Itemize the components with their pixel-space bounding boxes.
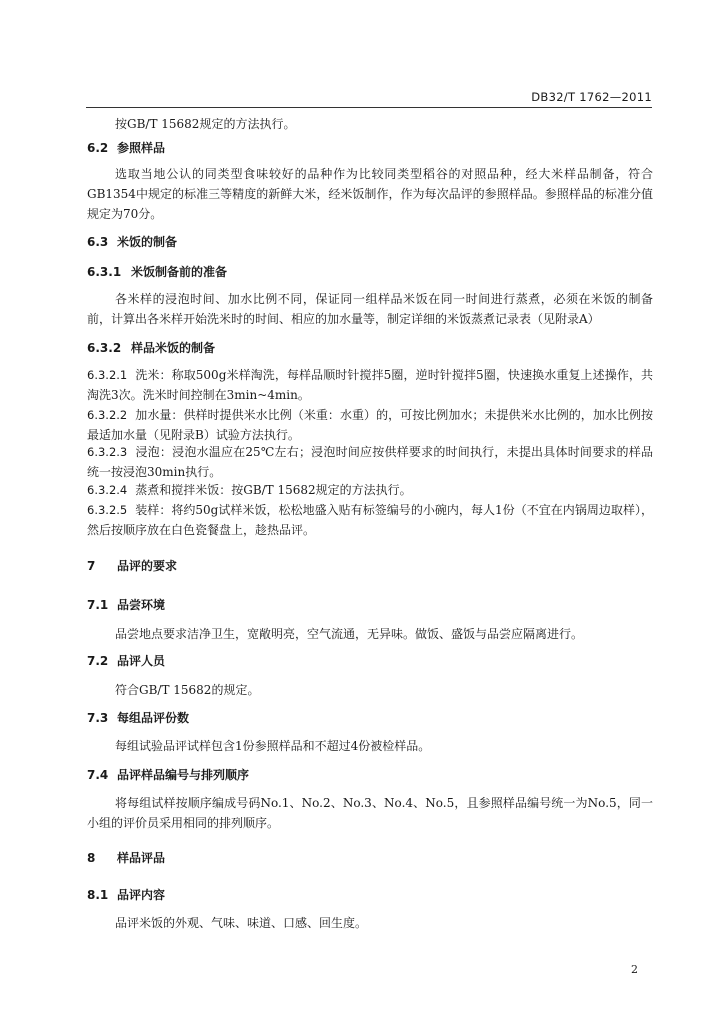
heading-7-2 xyxy=(87,651,653,671)
heading-6-2 xyxy=(87,138,653,158)
clause-6-3-2-5 xyxy=(87,500,653,540)
heading-7-4 xyxy=(87,765,653,785)
heading-8-1 xyxy=(87,885,653,905)
paragraph-7-3: 每组试验品评试样包含1份参照样品和不超过4份被检样品。 xyxy=(115,739,431,753)
paragraph-7-2: 符合GB/T 15682的规定。 xyxy=(115,683,260,697)
heading-number: 7.2 xyxy=(87,654,109,668)
paragraph-6-2: 选取当地公认的同类型食味较好的品种作为比较同类型稻谷的对照品种，经大米样品制备，符合GB1354中规定的标准三等精度的新鲜大米，经米饭制作，作为每次品评的参照样品。参照样品的标准分值规定为70分。 xyxy=(87,167,653,221)
heading-title: 米饭的制备 xyxy=(117,235,178,249)
heading-6-3-2 xyxy=(87,338,653,358)
heading-title: 参照样品 xyxy=(117,141,166,155)
clause-6-3-2-3 xyxy=(87,442,653,482)
page-number: 2 xyxy=(631,963,638,976)
heading-title: 品评样品编号与排列顺序 xyxy=(117,768,250,782)
heading-title: 米饭制备前的准备 xyxy=(131,265,228,279)
paragraph-7-4: 将每组试样按顺序编成号码No.1、No.2、No.3、No.4、No.5，且参照样品编号统一为No.5，同一小组的评价员采用相同的排列顺序。 xyxy=(87,796,653,830)
heading-title: 每组品评份数 xyxy=(117,711,190,725)
heading-6-3-1 xyxy=(87,262,653,282)
clause-6-3-2-2 xyxy=(87,405,653,445)
document-code: DB32/T 1762—2011 xyxy=(531,90,652,104)
heading-6-3 xyxy=(87,232,653,252)
header-rule xyxy=(86,107,652,108)
clause-number: 6.3.2.3 xyxy=(87,445,128,459)
heading-number: 8 xyxy=(87,851,96,865)
heading-title: 品评的要求 xyxy=(117,559,178,573)
paragraph-6-3-1: 各米样的浸泡时间、加水比例不同，保证同一组样品米饭在同一时间进行蒸煮，必须在米饭的制备前，计算出各米样开始洗米时的时间、相应的加水量等，制定详细的米饭蒸煮记录表（见附录A） xyxy=(87,292,653,326)
clause-text: 洗米：称取500g米样淘洗，每样品顺时针搅拌5圈，逆时针搅拌5圈，快速换水重复上述操作，共淘洗3次。洗米时间控制在3min~4min。 xyxy=(87,368,653,402)
heading-7-3 xyxy=(87,708,653,728)
clause-6-3-2-4 xyxy=(87,480,653,500)
heading-number: 7.4 xyxy=(87,768,109,782)
heading-7-1 xyxy=(87,595,653,615)
clause-text: 装样：将约50g试样米饭，松松地盛入贴有标签编号的小碗内，每人1份（不宜在内锅周边取样），然后按顺序放在白色瓷餐盘上，趁热品评。 xyxy=(87,503,653,537)
heading-title: 品尝环境 xyxy=(117,598,166,612)
heading-8 xyxy=(87,848,653,868)
heading-title: 样品米饭的制备 xyxy=(131,341,216,355)
paragraph-7-1: 品尝地点要求洁净卫生，宽敞明亮，空气流通，无异味。做饭、盛饭与品尝应隔离进行。 xyxy=(115,627,584,641)
paragraph-method: 按GB/T 15682规定的方法执行。 xyxy=(115,117,296,131)
heading-number: 6.3 xyxy=(87,235,109,249)
clause-text: 加水量：供样时提供米水比例（米重：水重）的，可按比例加水；未提供米水比例的，加水比例按最适加水量（见附录B）试验方法执行。 xyxy=(87,408,653,442)
heading-title: 样品评品 xyxy=(117,851,166,865)
heading-7 xyxy=(87,556,653,576)
paragraph-8-1: 品评米饭的外观、气味、味道、口感、回生度。 xyxy=(115,916,368,930)
clause-text: 蒸煮和搅拌米饭：按GB/T 15682规定的方法执行。 xyxy=(135,483,412,497)
clause-number: 6.3.2.5 xyxy=(87,503,128,517)
heading-number: 6.2 xyxy=(87,141,109,155)
heading-number: 7.3 xyxy=(87,711,109,725)
heading-number: 7 xyxy=(87,559,96,573)
heading-title: 品评人员 xyxy=(117,654,166,668)
clause-number: 6.3.2.2 xyxy=(87,408,128,422)
heading-number: 6.3.2 xyxy=(87,341,122,355)
clause-6-3-2-1 xyxy=(87,365,653,405)
heading-number: 8.1 xyxy=(87,888,109,902)
clause-number: 6.3.2.4 xyxy=(87,483,128,497)
heading-number: 7.1 xyxy=(87,598,109,612)
heading-number: 6.3.1 xyxy=(87,265,122,279)
clause-text: 浸泡：浸泡水温应在25℃左右；浸泡时间应按供样要求的时间执行，未提出具体时间要求的样品统一按浸泡30min执行。 xyxy=(87,445,653,479)
clause-number: 6.3.2.1 xyxy=(87,368,128,382)
heading-title: 品评内容 xyxy=(117,888,166,902)
